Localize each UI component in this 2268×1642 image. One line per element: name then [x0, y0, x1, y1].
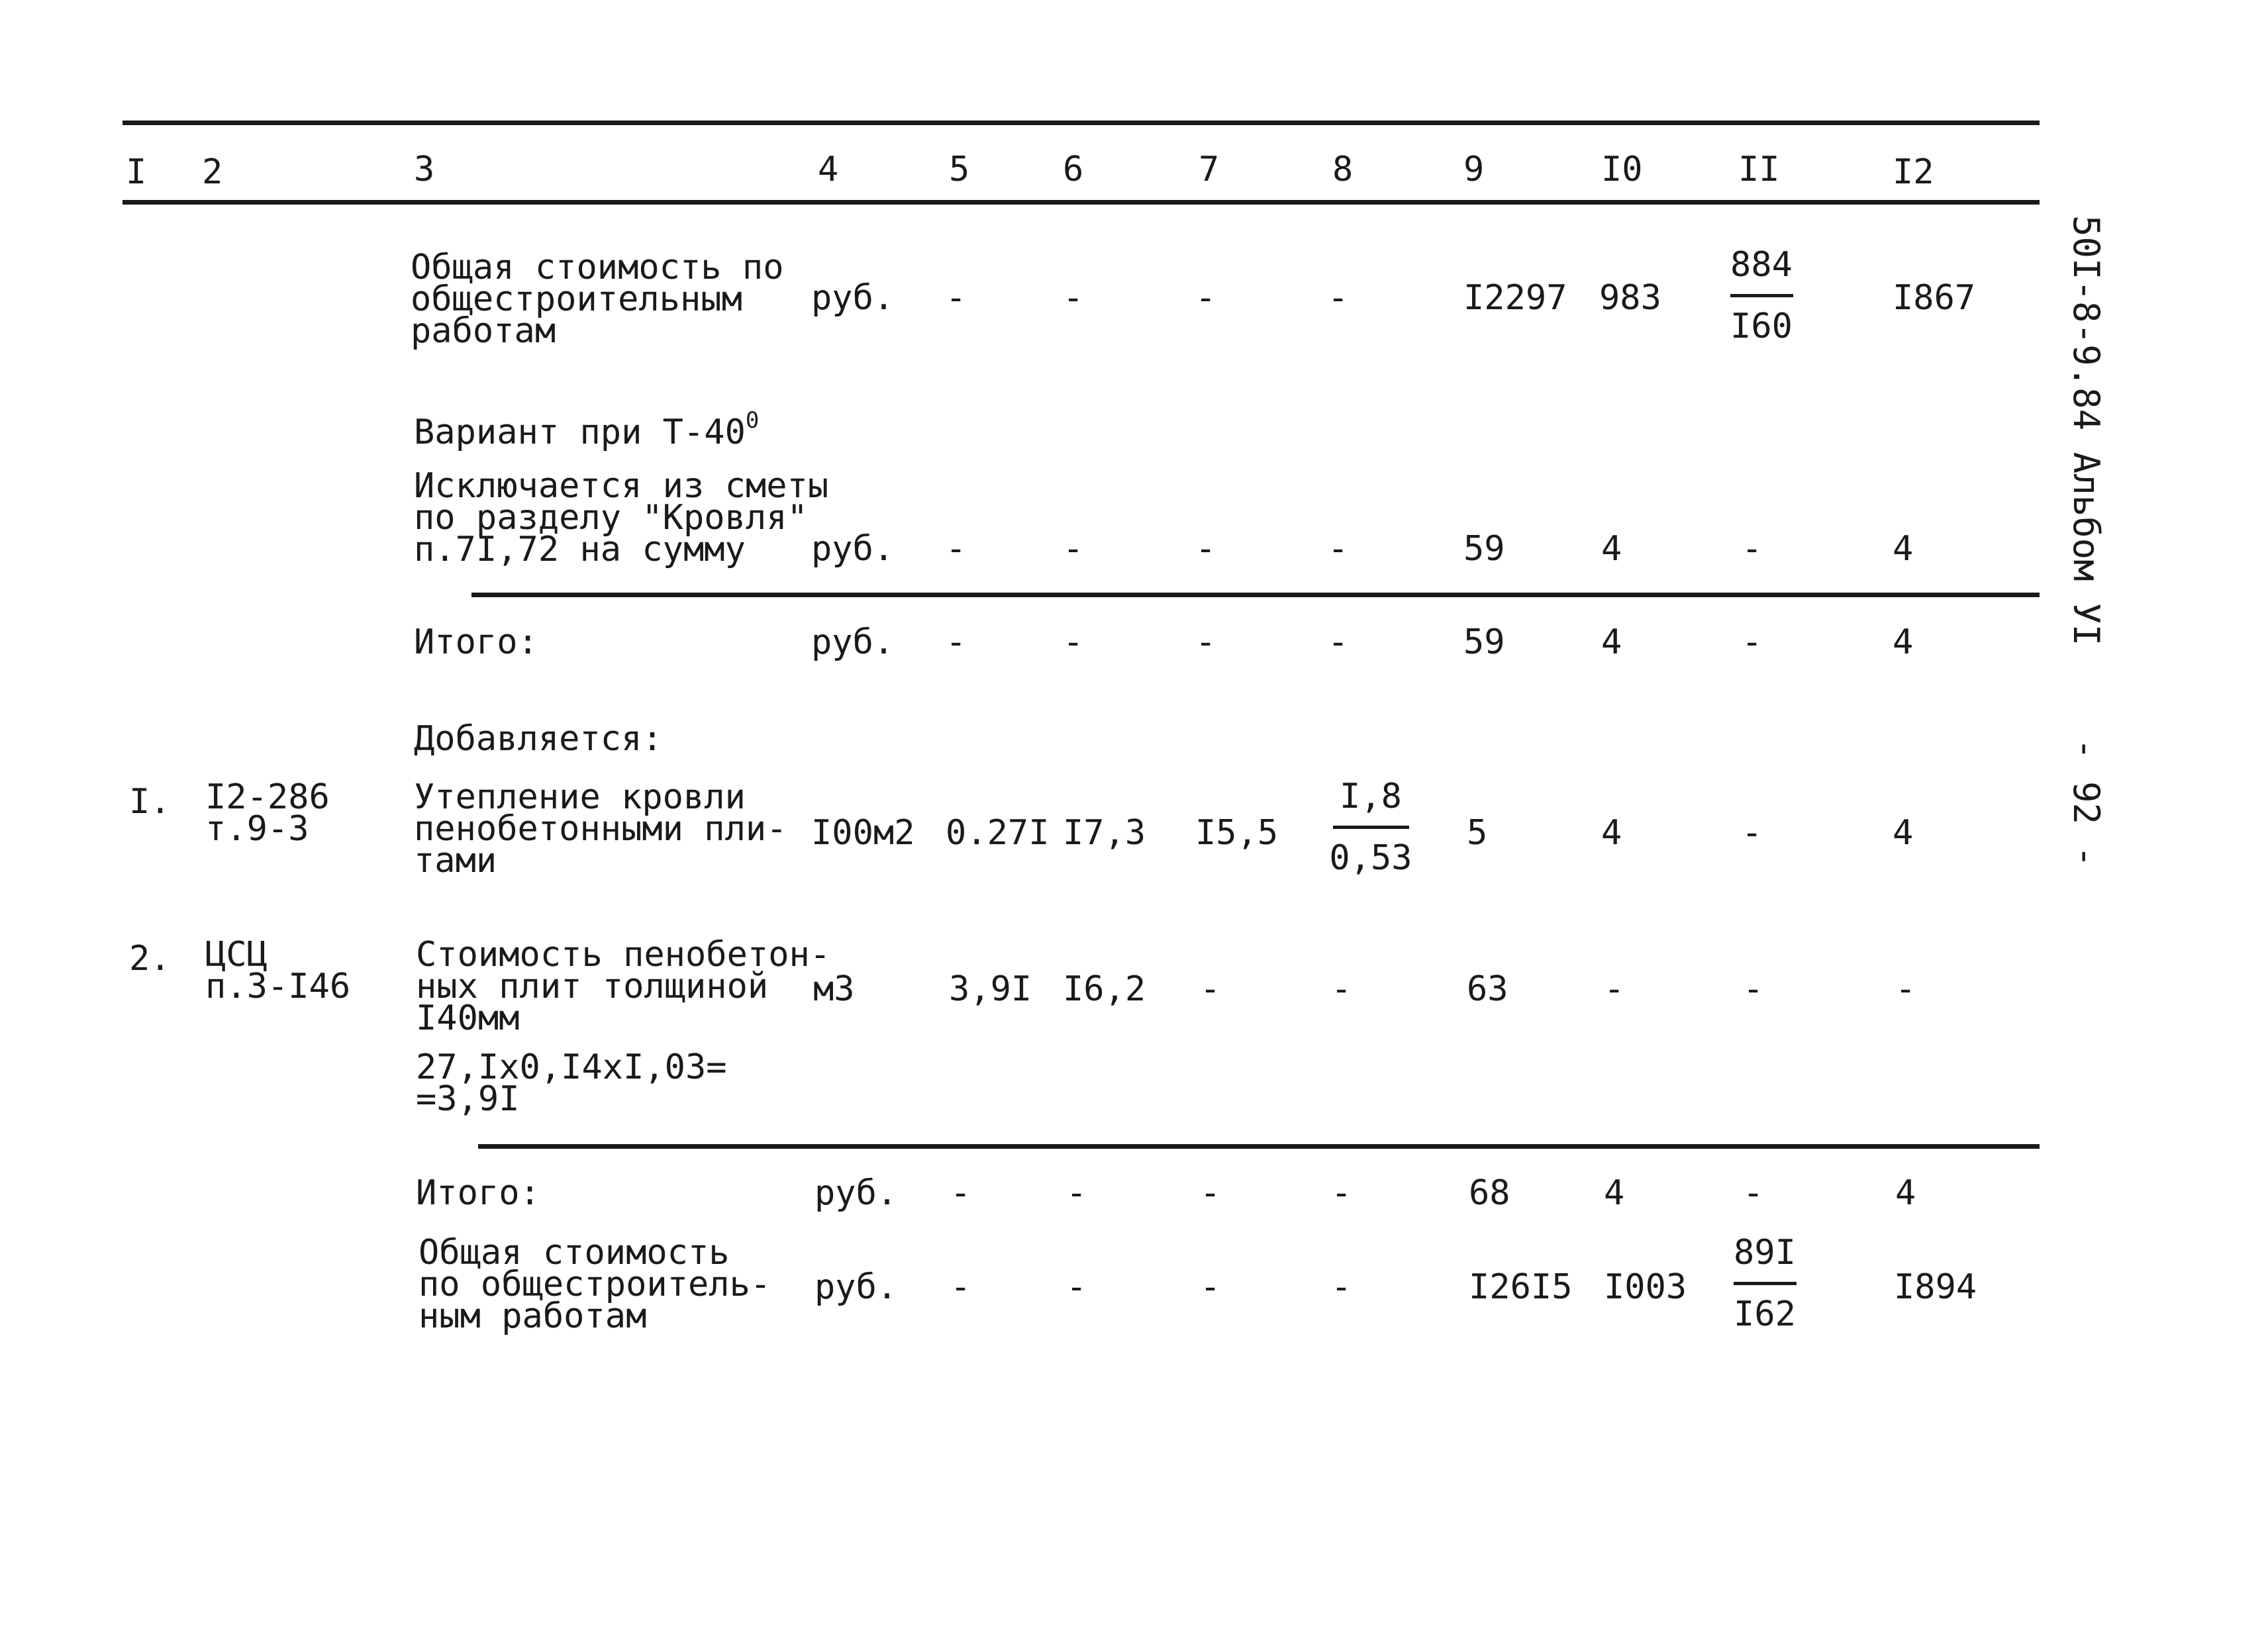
- fraction-denominator: I60: [1730, 307, 1793, 346]
- row-unit: I00м2: [811, 813, 915, 853]
- row-col8: -: [1331, 1267, 1352, 1307]
- row-col5: -: [950, 1173, 971, 1213]
- row-number: I.: [129, 782, 171, 822]
- col-header-7: 7: [1199, 150, 1220, 189]
- row-unit: руб.: [811, 622, 895, 662]
- header-top-rule: [123, 121, 2040, 125]
- col-header-5: 5: [949, 150, 970, 189]
- row-col7: I5,5: [1195, 813, 1279, 853]
- row-col12: 4: [1893, 529, 1914, 569]
- row-col11: -: [1742, 813, 1763, 853]
- subtotal-rule-2: [478, 1144, 2040, 1149]
- row-col7: -: [1195, 529, 1216, 569]
- header-bottom-rule: [123, 200, 2040, 205]
- fraction-numerator: 884: [1730, 245, 1793, 285]
- document-code: 50I-8-9.84 Альбом УI: [2065, 215, 2107, 646]
- fraction-denominator: 0,53: [1329, 838, 1412, 878]
- variant-text: Вариант при Т-40: [414, 412, 746, 452]
- row-col12: 4: [1893, 813, 1914, 853]
- fraction-bar: [1734, 1282, 1797, 1285]
- row-col5: 0.27I: [946, 813, 1050, 853]
- row-description: Итого:: [416, 1173, 540, 1213]
- row-col7: -: [1200, 969, 1221, 1009]
- row-col5: -: [950, 1267, 971, 1307]
- row-col11-fraction: [1725, 245, 1798, 346]
- row-unit: руб.: [814, 1267, 898, 1307]
- added-heading: Добавляется:: [414, 719, 663, 759]
- row-col8: -: [1328, 529, 1349, 569]
- row-col11: -: [1743, 969, 1764, 1009]
- row-col12: -: [1895, 969, 1916, 1009]
- row-col8: -: [1331, 1173, 1352, 1213]
- row-col8-fraction: [1328, 777, 1414, 878]
- row-calculation: 27,Iх0,I4хI,03= =3,9I: [416, 1047, 727, 1119]
- row-code: I2-286 т.9-3: [205, 777, 330, 849]
- fraction-numerator: 89I: [1734, 1233, 1796, 1273]
- col-header-8: 8: [1332, 150, 1354, 189]
- row-unit: руб.: [811, 529, 895, 569]
- fraction-bar: [1730, 294, 1793, 297]
- row-unit: руб.: [814, 1173, 898, 1213]
- row-col12: I867: [1893, 278, 1976, 318]
- row-col11-fraction: [1728, 1233, 1801, 1334]
- row-description: Общая стоимость по общестроительным работам: [411, 248, 784, 351]
- row-col8: -: [1328, 278, 1349, 318]
- row-col7: -: [1200, 1173, 1221, 1213]
- row-description: Общая стоимость по общестроитель- ным работам: [419, 1233, 771, 1336]
- col-header-10: I0: [1601, 150, 1643, 189]
- variant-heading: [414, 409, 759, 450]
- row-col8: -: [1331, 969, 1352, 1009]
- subtotal-rule-1: [471, 593, 2040, 597]
- col-header-6: 6: [1063, 150, 1084, 189]
- row-col9: 59: [1463, 622, 1505, 662]
- row-code: ЦСЦ п.3-I46: [205, 935, 351, 1006]
- row-col6: -: [1063, 622, 1084, 662]
- row-col10: 4: [1604, 1173, 1625, 1213]
- row-col8: -: [1328, 622, 1349, 662]
- row-col5: -: [946, 622, 967, 662]
- row-col12: 4: [1895, 1173, 1916, 1213]
- row-col5: -: [946, 278, 967, 318]
- col-header-11: II: [1738, 150, 1780, 189]
- row-col9: 59: [1463, 529, 1505, 569]
- variant-degree: 0: [745, 407, 760, 434]
- row-col9: I2297: [1463, 278, 1567, 318]
- row-col6: -: [1063, 529, 1084, 569]
- col-header-12: I2: [1893, 152, 1934, 192]
- row-col5: -: [946, 529, 967, 569]
- row-unit: м3: [813, 969, 855, 1009]
- row-col10: -: [1604, 969, 1625, 1009]
- row-number: 2.: [129, 939, 171, 979]
- row-col9: I26I5: [1469, 1267, 1573, 1307]
- fraction-bar: [1333, 826, 1409, 829]
- side-caption: [2063, 215, 2109, 1076]
- row-col7: -: [1195, 622, 1216, 662]
- row-col10: 4: [1601, 813, 1622, 853]
- row-col9: 68: [1469, 1173, 1510, 1213]
- row-col6: -: [1066, 1173, 1087, 1213]
- col-header-1: I: [126, 152, 147, 192]
- col-header-3: 3: [414, 150, 435, 189]
- row-col6: -: [1066, 1267, 1087, 1307]
- row-description: Стоимость пенобетон- ных плит толщиной I40мм: [416, 935, 831, 1038]
- row-description: Утепление кровли пенобетонными пли- тами: [414, 777, 787, 881]
- row-col5: 3,9I: [949, 969, 1032, 1009]
- row-description: Исключается из сметы по разделу "Кровля" п.7I,72 на сумму: [414, 466, 829, 569]
- row-col12: 4: [1893, 622, 1914, 662]
- row-col10: I003: [1604, 1267, 1687, 1307]
- row-col9: 63: [1467, 969, 1508, 1009]
- row-col10: 4: [1601, 622, 1622, 662]
- row-col11: -: [1743, 1173, 1764, 1213]
- col-header-2: 2: [202, 152, 223, 192]
- row-col11: -: [1742, 622, 1763, 662]
- row-col9: 5: [1467, 813, 1488, 853]
- row-col12: I894: [1894, 1267, 1977, 1307]
- row-col6: I6,2: [1063, 969, 1146, 1009]
- row-col7: -: [1200, 1267, 1221, 1307]
- fraction-numerator: I,8: [1340, 777, 1402, 816]
- row-col6: -: [1063, 278, 1084, 318]
- col-header-9: 9: [1463, 150, 1485, 189]
- row-col11: -: [1742, 529, 1763, 569]
- page-number: - 92 -: [2065, 738, 2107, 868]
- row-col7: -: [1195, 278, 1216, 318]
- row-col10: 983: [1599, 278, 1661, 318]
- row-col10: 4: [1601, 529, 1622, 569]
- row-unit: руб.: [811, 278, 895, 318]
- col-header-4: 4: [818, 150, 839, 189]
- fraction-denominator: I62: [1734, 1294, 1796, 1334]
- row-description: Итого:: [414, 622, 538, 662]
- row-col6: I7,3: [1063, 813, 1146, 853]
